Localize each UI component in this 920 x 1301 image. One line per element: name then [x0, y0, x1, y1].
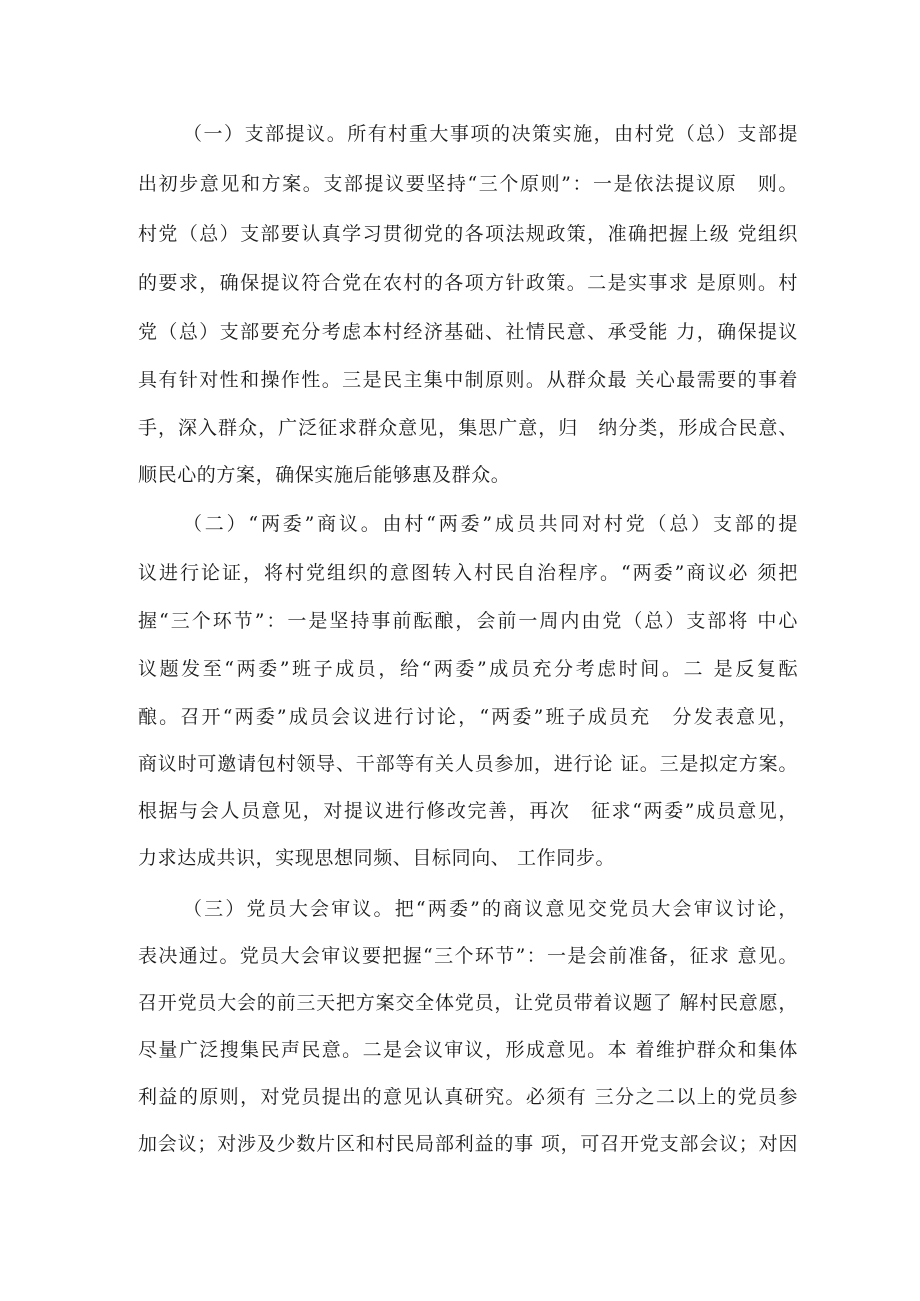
paragraph-2-line-4: 议题发至“两委”班子成员，给“两委”成员充分考虑时间。二 是反复酝 [138, 658, 798, 680]
paragraph-1-line-6: 具有针对性和操作性。三是民主集中制原则。从群众最 关心最需要的事着 [138, 369, 798, 391]
paragraph-3-line-4: 尽量广泛搜集民声民意。二是会议审议，形成意见。本 着维护群众和集体 [138, 1039, 798, 1061]
paragraph-2-line-8: 力求达成共识，实现思想同频、目标同向、 工作同步。 [138, 847, 616, 869]
paragraph-3-line-2: 表决通过。党员大会审议要把握“三个环节”：一是会前准备，征求 意见。 [138, 945, 798, 967]
paragraph-1-line-8: 顺民心的方案，确保实施后能够惠及群众。 [138, 464, 511, 486]
paragraph-1-line-1: （一）支部提议。所有村重大事项的决策实施，由村党（总）支部提 [183, 123, 798, 145]
paragraph-1-line-3: 村党（总）支部要认真学习贯彻党的各项法规政策，准确把握上级 党组织 [138, 223, 798, 245]
paragraph-2-line-1: （二）“两委”商议。由村“两委”成员共同对村党（总）支部的提 [183, 513, 798, 535]
paragraph-2-line-7: 根据与会人员意见，对提议进行修改完善，再次 征求“两委”成员意见， [138, 800, 798, 822]
paragraph-2-line-2: 议进行论证，将村党组织的意图转入村民自治程序。“两委”商议必 须把 [138, 562, 798, 584]
paragraph-1-line-2: 出初步意见和方案。支部提议要坚持“三个原则”：一是依法提议原 则。 [138, 173, 798, 195]
paragraph-3-line-3: 召开党员大会的前三天把方案交全体党员，让党员带着议题了 解村民意愿， [138, 992, 798, 1014]
paragraph-1-line-5: 党（总）支部要充分考虑本村经济基础、社情民意、承受能 力，确保提议 [138, 321, 798, 343]
paragraph-2-line-5: 酿。召开“两委”成员会议进行讨论，“两委”班子成员充 分发表意见， [138, 706, 798, 728]
paragraph-1-line-4: 的要求，确保提议符合党在农村的各项方针政策。二是实事求 是原则。村 [138, 272, 798, 294]
paragraph-3-line-1: （三）党员大会审议。把“两委”的商议意见交党员大会审议讨论， [183, 898, 798, 920]
paragraph-3-line-5: 利益的原则，对党员提出的意见认真研究。必须有 三分之二以上的党员参 [138, 1086, 798, 1108]
paragraph-2-line-6: 商议时可邀请包村领导、干部等有关人员参加，进行论 证。三是拟定方案。 [138, 753, 798, 775]
paragraph-1-line-7: 手，深入群众，广泛征求群众意见，集思广意，归 纳分类，形成合民意、 [138, 417, 798, 439]
paragraph-3-line-6: 加会议；对涉及少数片区和村民局部利益的事 项，可召开党支部会议；对因 [138, 1133, 798, 1155]
paragraph-2-line-3: 握“三个环节”：一是坚持事前酝酿，会前一周内由党（总）支部将 中心 [138, 610, 798, 632]
